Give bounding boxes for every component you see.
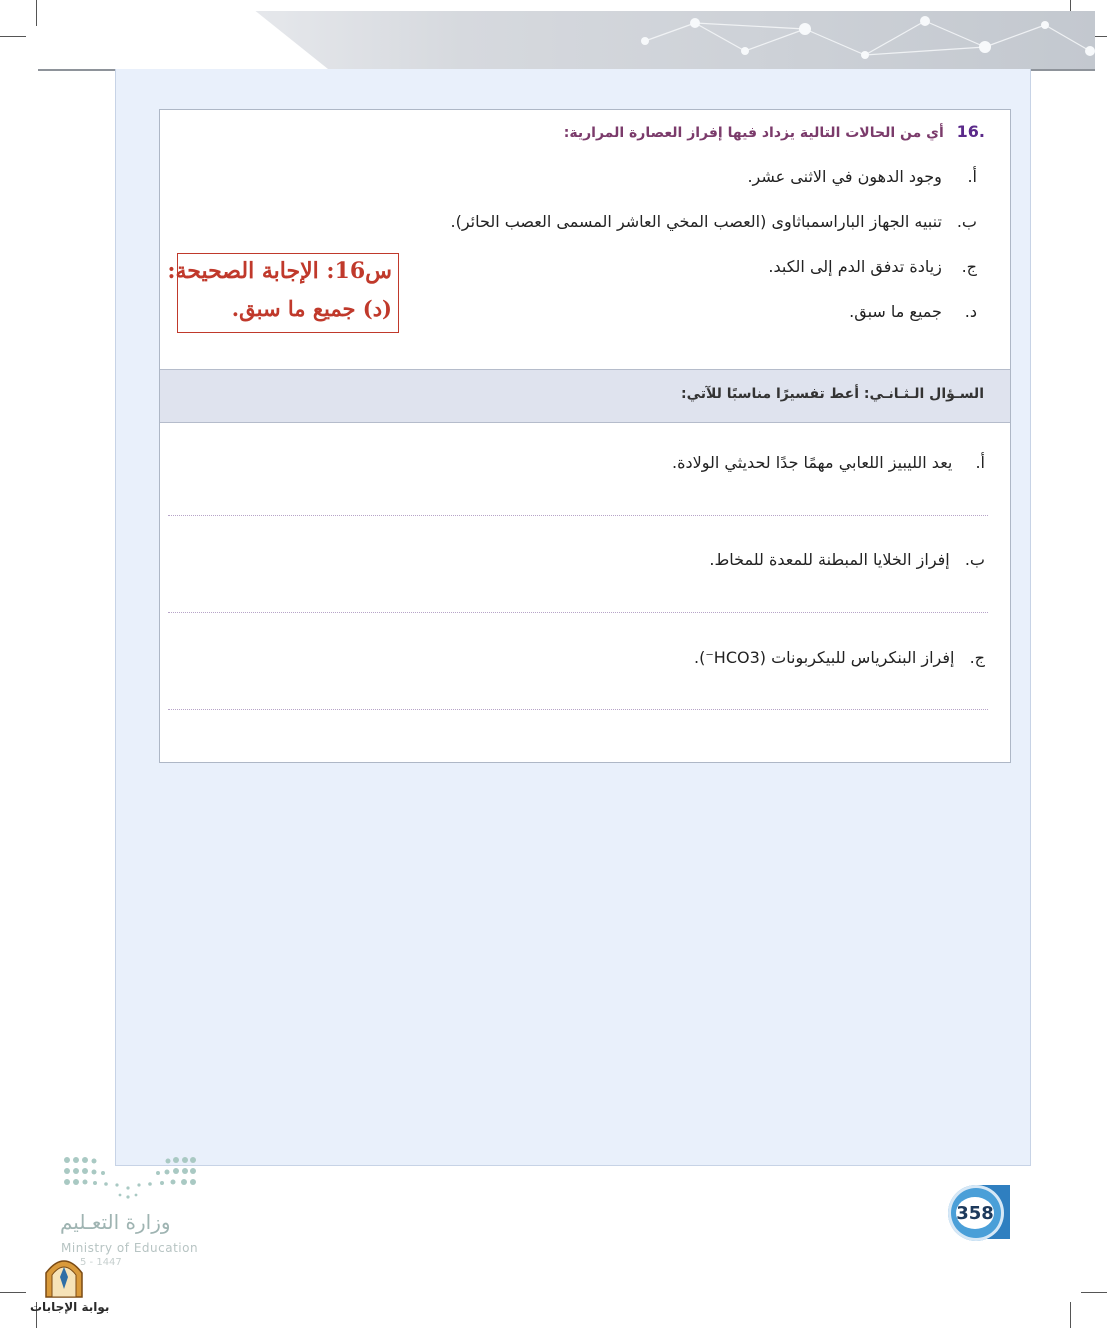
item-letter: ج. xyxy=(969,648,985,667)
answer-line xyxy=(168,612,988,613)
page-number: 358 xyxy=(956,1197,994,1229)
question-number: .16 xyxy=(956,122,985,141)
answers-portal-logo-icon xyxy=(42,1255,86,1299)
option-text: وجود الدهون في الاثنى عشر. xyxy=(747,167,942,186)
item-text: إفراز الخلايا المبطنة للمعدة للمخاط. xyxy=(709,550,950,569)
explain-item-a xyxy=(672,453,985,472)
option-letter: ب. xyxy=(956,212,977,231)
molecule-network-icon xyxy=(625,11,1095,69)
option-c xyxy=(337,257,977,276)
header-banner xyxy=(38,11,1095,71)
item-letter: أ. xyxy=(975,453,985,472)
answer-text: (د) جميع ما سبق. xyxy=(231,296,392,321)
option-text: زيادة تدفق الدم إلى الكبد. xyxy=(768,257,942,276)
option-letter: ج. xyxy=(961,257,977,276)
crop-mark xyxy=(0,36,26,37)
explain-item-b xyxy=(709,550,985,569)
answer-line xyxy=(168,515,988,516)
option-letter: أ. xyxy=(967,167,977,186)
answer-box xyxy=(167,253,399,333)
question-2-title: السـؤال الـثـانـي: أعط تفسيرًا مناسبًا للآتي: xyxy=(680,386,984,402)
option-b xyxy=(337,212,977,231)
item-text: إفراز البنكرياس للبيكربونات (HCO3⁻). xyxy=(694,648,955,667)
ministry-name-english: Ministry of Education xyxy=(61,1241,199,1255)
ministry-year: 5 - 1447 xyxy=(80,1257,122,1268)
explain-item-c xyxy=(694,648,985,667)
crop-mark xyxy=(1081,1292,1107,1293)
question-2-header xyxy=(160,369,1010,423)
answer-heading: س16: الإجابة الصحيحة: xyxy=(167,258,392,284)
item-letter: ب. xyxy=(964,550,985,569)
option-d xyxy=(337,302,977,321)
question-text: أي من الحالات التالية يزداد فيها إفراز العصارة المرارية: xyxy=(563,125,944,141)
answers-portal-logo-text: بوابة الإجابات xyxy=(30,1300,110,1314)
crop-mark xyxy=(36,0,37,26)
crop-mark xyxy=(1070,1302,1071,1328)
option-letter: د. xyxy=(964,302,977,321)
crop-mark xyxy=(0,1292,26,1293)
question-16-prompt xyxy=(285,122,985,141)
ministry-name-arabic: وزارة التعـليم xyxy=(60,1210,171,1234)
option-a xyxy=(337,167,977,186)
answer-line xyxy=(168,709,988,710)
option-text: جميع ما سبق. xyxy=(849,302,942,321)
page-number-badge xyxy=(948,1185,1010,1241)
ministry-dots-logo-icon xyxy=(62,1155,198,1201)
option-text: تنبيه الجهاز الباراسمباثاوى (العصب المخي العاشر المسمى العصب الحائر). xyxy=(450,212,942,231)
item-text: يعد الليبيز اللعابي مهمًا جدًا لحديثي الولادة. xyxy=(672,453,953,472)
